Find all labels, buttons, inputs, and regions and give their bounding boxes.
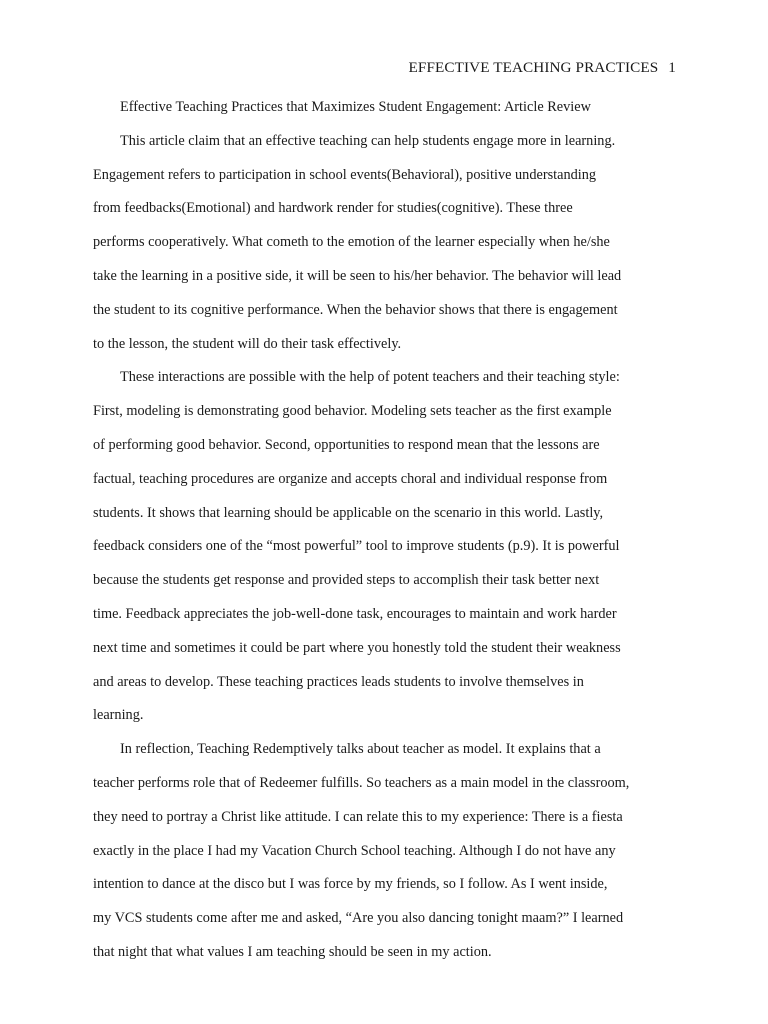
document-title: Effective Teaching Practices that Maximizes Student Engagement: Article Review	[120, 99, 591, 115]
paragraph-line: from feedbacks(Emotional) and hardwork render for studies(cognitive). These three	[93, 200, 573, 217]
paragraph-line: that night that what values I am teaching should be seen in my action.	[93, 943, 492, 960]
paragraph-line: In reflection, Teaching Redemptively talks about teacher as model. It explains that a	[120, 741, 601, 758]
paragraph-line: learning.	[93, 707, 144, 724]
running-head	[409, 59, 676, 77]
paragraph-line: take the learning in a positive side, it will be seen to his/her behavior. The behavior will lead	[93, 267, 622, 284]
paragraph-line: This article claim that an effective teaching can help students engage more in learning.	[120, 132, 616, 149]
paragraph-line: they need to portray a Christ like attitude. I can relate this to my experience: There is a fiesta	[93, 808, 623, 825]
paragraph-line: Engagement refers to participation in school events(Behavioral), positive understanding	[93, 166, 597, 183]
paragraph-line: my VCS students come after me and asked, “Are you also dancing tonight maam?” I learned	[93, 910, 624, 927]
paragraph-line: because the students get response and provided steps to accomplish their task better next	[93, 572, 600, 589]
page-number: 1	[668, 59, 676, 76]
paragraph-line: intention to dance at the disco but I was force by my friends, so I follow. As I went inside,	[93, 876, 608, 893]
paragraph-line: students. It shows that learning should be applicable on the scenario in this world. Lastly,	[93, 504, 604, 521]
paragraph-3	[93, 733, 693, 970]
paragraph-line: First, modeling is demonstrating good behavior. Modeling sets teacher as the first example	[93, 403, 612, 420]
paragraph-line: time. Feedback appreciates the job-well-done task, encourages to maintain and work harder	[93, 605, 617, 622]
paragraph-line: These interactions are possible with the help of potent teachers and their teaching style:	[120, 369, 620, 386]
paragraph-line: feedback considers one of the “most powerful” tool to improve students (p.9). It is powerful	[93, 538, 620, 555]
paragraph-line: next time and sometimes it could be part where you honestly told the student their weakness	[93, 639, 621, 656]
paragraph-1	[93, 125, 693, 362]
paragraph-line: the student to its cognitive performance. When the behavior shows that there is engagement	[93, 301, 618, 318]
paragraph-line: and areas to develop. These teaching practices leads students to involve themselves in	[93, 673, 584, 690]
paragraph-line: exactly in the place I had my Vacation Church School teaching. Although I do not have any	[93, 842, 616, 859]
paragraph-line: factual, teaching procedures are organize and accepts choral and individual response from	[93, 470, 608, 487]
paragraph-line: to the lesson, the student will do their task effectively.	[93, 335, 402, 352]
document-body	[93, 91, 693, 970]
running-head-title: EFFECTIVE TEACHING PRACTICES	[408, 59, 659, 76]
paragraph-2	[93, 361, 693, 733]
paragraph-line: teacher performs role that of Redeemer fulfills. So teachers as a main model in the classroom,	[93, 774, 630, 791]
paragraph-line: performs cooperatively. What cometh to the emotion of the learner especially when he/she	[93, 234, 610, 251]
paragraph-line: of performing good behavior. Second, opportunities to respond mean that the lessons are	[93, 436, 600, 453]
